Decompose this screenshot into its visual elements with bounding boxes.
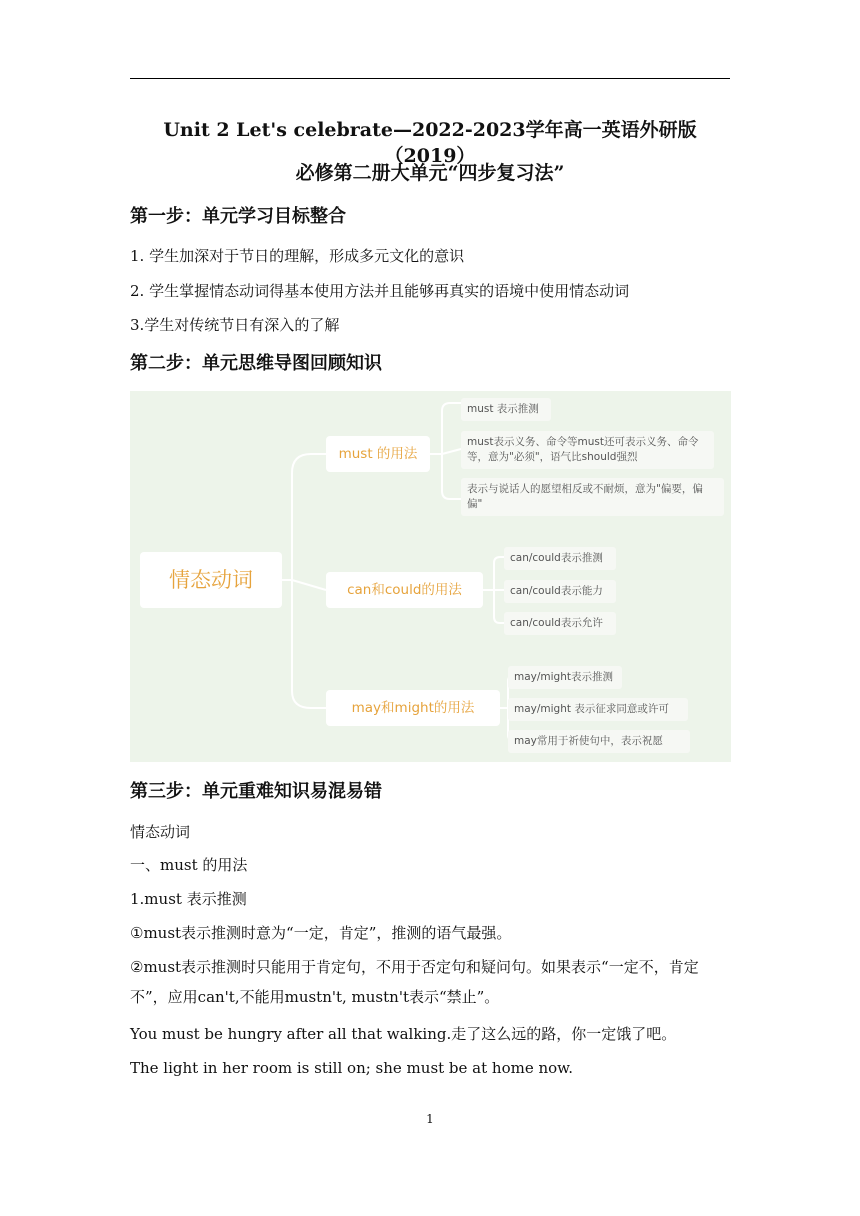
mind-map-leaf-can-1: can/could表示推测 [504,547,616,570]
step2-heading: 第二步：单元思维导图回顾知识 [130,353,382,374]
mind-map-branch-may-might: may和might的用法 [326,690,500,726]
mind-map-leaf-may-1: may/might表示推测 [508,666,622,689]
step3-heading: 第三步：单元重难知识易混易错 [130,781,382,802]
mind-map-branch-must: must 的用法 [326,436,430,472]
step3-line-1: 情态动词 [130,823,191,841]
step3-line-5: ②must表示推测时只能用于肯定句，不用于否定句和疑问句。如果表示“一定不，肯定不”，应用can't,不能用mustn't, mustn't表示“禁止”。 [130,958,699,1006]
step1-item-2: 2. 学生掌握情态动词得基本使用方法并且能够再真实的语境中使用情态动词 [130,282,630,300]
step3-line-3: 1.must 表示推测 [130,890,247,908]
mind-map-leaf-may-2: may/might 表示征求同意或许可 [508,698,688,721]
document-title-line1: Unit 2 Let's celebrate—2022-2023学年高一英语外研版（2019） [163,119,697,167]
step3-line-7: The light in her room is still on; she must be at home now. [130,1059,573,1077]
step1-item-1: 1. 学生加深对于节日的理解，形成多元文化的意识 [130,247,465,265]
mind-map-leaf-can-3: can/could表示允许 [504,612,616,635]
mind-map-branch-can-could: can和could的用法 [326,572,483,608]
mind-map-leaf-may-3: may常用于祈使句中，表示祝愿 [508,730,690,753]
mind-map-leaf-must-3: 表示与说话人的愿望相反或不耐烦，意为"偏要，偏偏" [461,478,724,516]
mind-map-leaf-must-1: must 表示推测 [461,398,551,421]
mind-map-leaf-must-2: must表示义务、命令等must还可表示义务、命令等，意为"必须"，语气比should强烈 [461,431,714,469]
mind-map-leaf-can-2: can/could表示能力 [504,580,616,603]
step1-heading: 第一步：单元学习目标整合 [130,206,346,227]
mind-map-root: 情态动词 [140,552,282,608]
header-rule [130,78,730,79]
mind-map [130,391,731,762]
document-title-line2: 必修第二册大单元“四步复习法” [295,162,565,184]
step3-line-4: ①must表示推测时意为“一定，肯定”，推测的语气最强。 [130,924,512,942]
page-number: 1 [426,1112,434,1126]
step1-item-3: 3.学生对传统节日有深入的了解 [130,316,340,334]
step3-line-2: 一、must 的用法 [130,856,248,874]
step3-line-6: You must be hungry after all that walking.走了这么远的路，你一定饿了吧。 [130,1025,677,1043]
